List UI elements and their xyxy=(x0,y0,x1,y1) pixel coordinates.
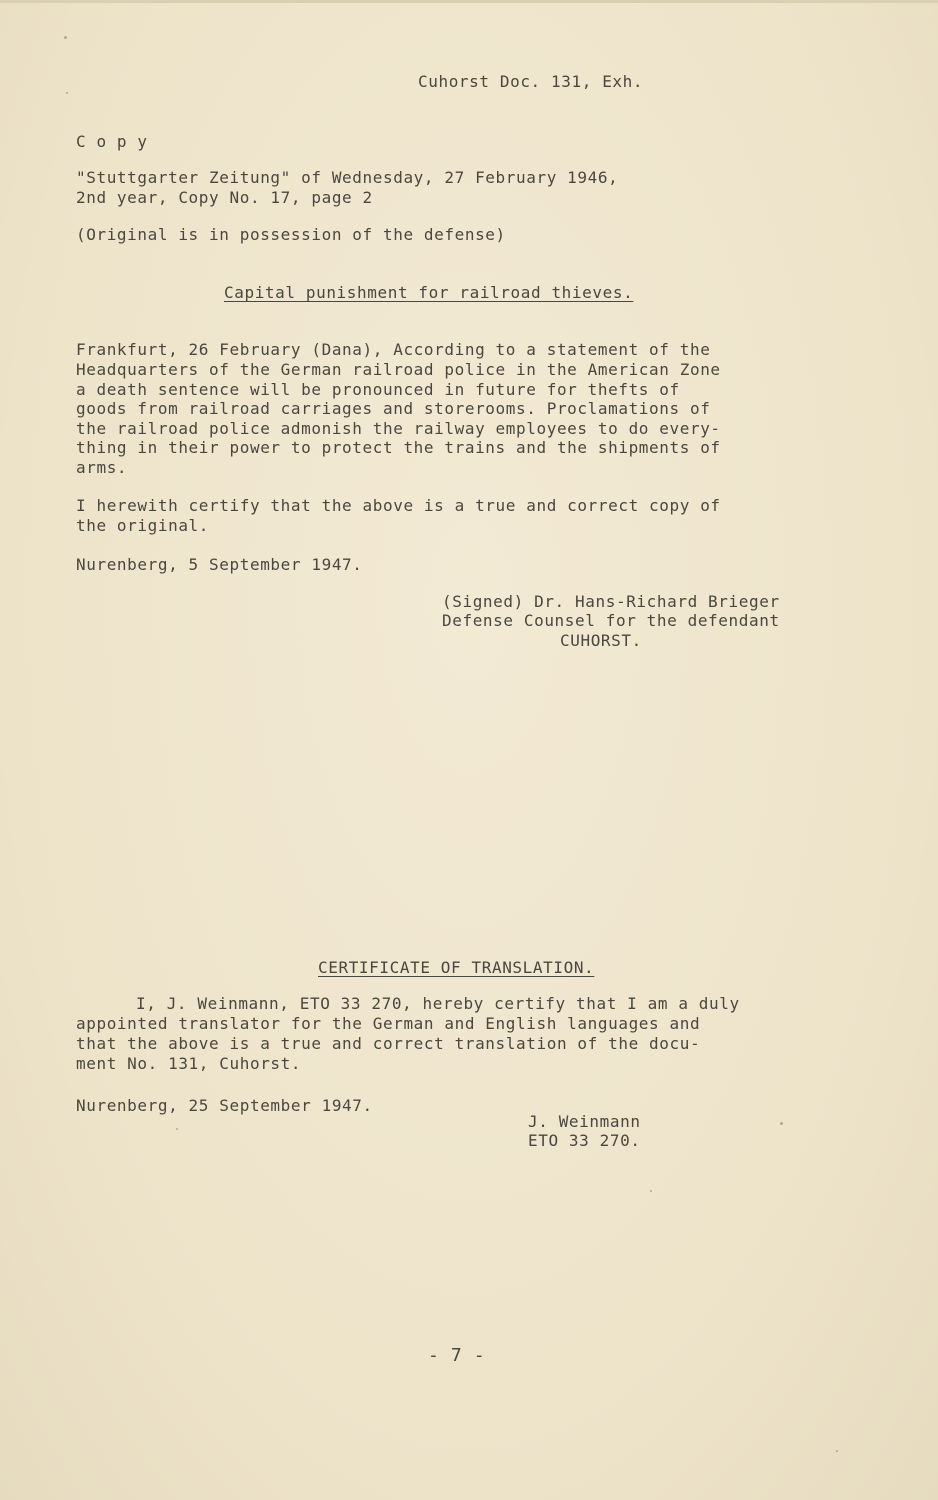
paper-speck xyxy=(64,36,67,39)
translation-place-date: Nurenberg, 25 September 1947. xyxy=(76,1096,373,1115)
source-line-1: "Stuttgarter Zeitung" of Wednesday, 27 February 1946, xyxy=(76,168,619,187)
signature-title: Defense Counsel for the defendant xyxy=(442,611,780,630)
page-number: - 7 - xyxy=(428,1345,486,1366)
translation-line: ment No. 131, Cuhorst. xyxy=(76,1054,302,1073)
copy-label: C o p y xyxy=(76,132,148,151)
top-edge-shadow xyxy=(0,0,938,3)
translator-id: ETO 33 270. xyxy=(528,1131,641,1150)
paper-speck xyxy=(66,92,68,94)
translation-line: I, J. Weinmann, ETO 33 270, hereby certify that I am a duly xyxy=(136,994,740,1013)
article-line: the railroad police admonish the railway employees to do every- xyxy=(76,419,721,438)
article-line: thing in their power to protect the trains and the shipments of xyxy=(76,438,721,457)
signature-defendant: CUHORST. xyxy=(560,631,642,650)
document-reference: Cuhorst Doc. 131, Exh. xyxy=(418,72,644,91)
article-line: goods from railroad carriages and storerooms. Proclamations of xyxy=(76,399,711,418)
translation-line: that the above is a true and correct translation of the docu- xyxy=(76,1034,701,1053)
translation-certificate-title: CERTIFICATE OF TRANSLATION. xyxy=(318,958,595,977)
translator-name: J. Weinmann xyxy=(528,1112,641,1131)
translation-line: appointed translator for the German and English languages and xyxy=(76,1014,701,1033)
article-line: arms. xyxy=(76,458,128,477)
certification-place-date: Nurenberg, 5 September 1947. xyxy=(76,555,363,574)
certification-line: I herewith certify that the above is a true and correct copy of xyxy=(76,496,721,515)
paper-speck xyxy=(836,1450,838,1452)
article-line: Frankfurt, 26 February (Dana), According to a statement of the xyxy=(76,340,711,359)
paper-speck xyxy=(780,1122,783,1125)
article-line: a death sentence will be pronounced in future for thefts of xyxy=(76,380,680,399)
signature-line: (Signed) Dr. Hans-Richard Brieger xyxy=(442,592,780,611)
paper-speck xyxy=(176,1128,178,1130)
original-note: (Original is in possession of the defense) xyxy=(76,225,506,244)
article-line: Headquarters of the German railroad police in the American Zone xyxy=(76,360,721,379)
source-line-2: 2nd year, Copy No. 17, page 2 xyxy=(76,188,373,207)
article-headline: Capital punishment for railroad thieves. xyxy=(224,283,634,302)
certification-line: the original. xyxy=(76,516,210,535)
paper-speck xyxy=(650,1190,652,1192)
